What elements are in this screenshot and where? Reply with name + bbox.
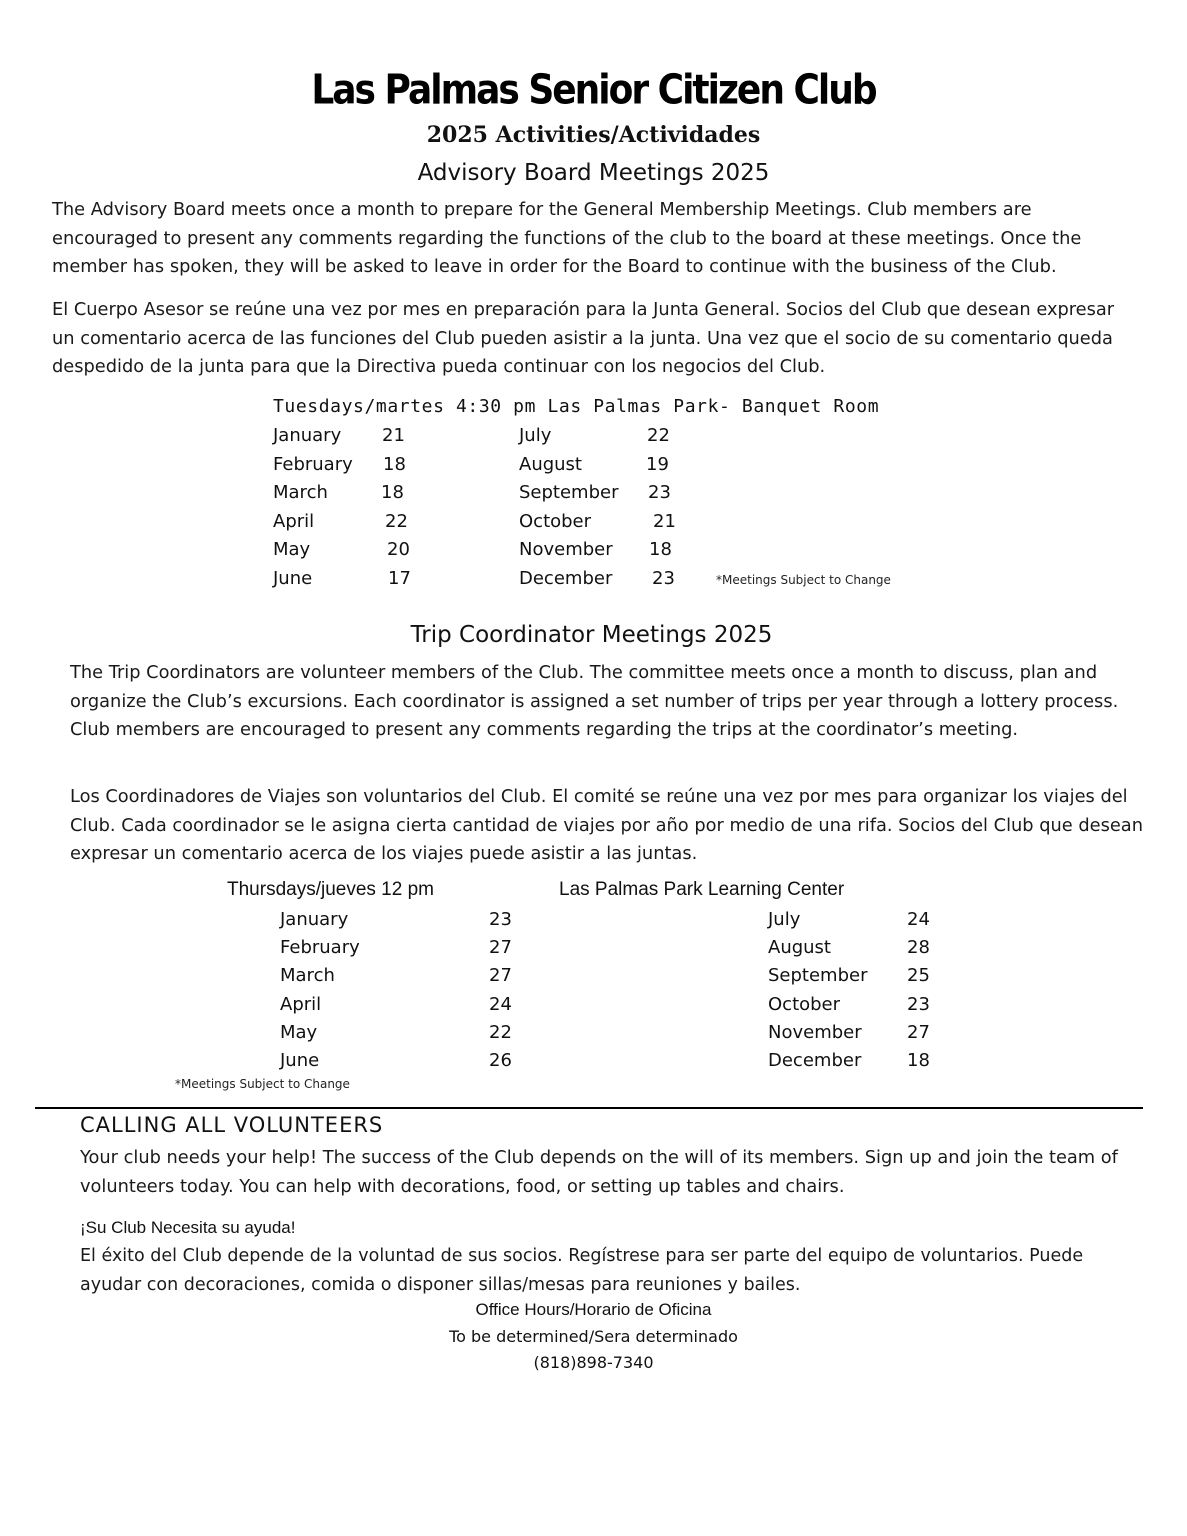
trip-day: 22: [489, 1022, 512, 1043]
trip-month: August: [768, 937, 831, 958]
trip-month: December: [768, 1050, 862, 1071]
advisory-day: 21: [653, 511, 676, 532]
trip-day: 25: [907, 965, 930, 986]
advisory-month: June: [273, 568, 313, 589]
advisory-month: November: [519, 539, 613, 560]
advisory-day: 17: [388, 568, 411, 589]
trip-title: Trip Coordinator Meetings 2025: [410, 622, 773, 648]
advisory-month: December: [519, 568, 613, 589]
advisory-month: September: [519, 482, 619, 503]
advisory-month: March: [273, 482, 328, 503]
advisory-day: 19: [646, 454, 669, 475]
trip-month: May: [280, 1022, 318, 1043]
office-phone: (818)898-7340: [533, 1353, 654, 1372]
advisory-day: 18: [383, 454, 406, 475]
trip-month: March: [280, 965, 335, 986]
trip-month: February: [280, 937, 360, 958]
trip-month: June: [280, 1050, 320, 1071]
advisory-month: April: [273, 511, 315, 532]
trip-month: November: [768, 1022, 862, 1043]
trip-month: September: [768, 965, 868, 986]
volunteers-paragraph-es: El éxito del Club depende de la voluntad de sus socios. Regístrese para ser parte del equipo de voluntarios. Puede ayudar con decoraciones, comida o disponer sillas/mesas para reuniones y bailes.: [80, 1246, 1084, 1295]
trip-day: 18: [907, 1050, 930, 1071]
advisory-day: 21: [382, 425, 405, 446]
trip-day: 27: [489, 965, 512, 986]
trip-day: 24: [489, 994, 512, 1015]
advisory-title: Advisory Board Meetings 2025: [417, 160, 770, 186]
section-divider: [35, 1107, 1143, 1109]
advisory-day: 18: [649, 539, 672, 560]
advisory-paragraph-es: El Cuerpo Asesor se reúne una vez por mes en preparación para la Junta General. Socios del Club que desean expresar un comentario acerca de las funciones del Club pueden asistir a la junta. Una vez que el socio de su comentario queda despedido de la junta para que la Directiva pueda continuar con los negocios del Club.: [52, 299, 1115, 377]
advisory-day: 22: [385, 511, 408, 532]
advisory-day: 22: [647, 425, 670, 446]
advisory-month: July: [519, 425, 552, 446]
advisory-day: 20: [387, 539, 410, 560]
advisory-day: 23: [648, 482, 671, 503]
advisory-schedule-header: Tuesdays/martes 4:30 pm Las Palmas Park- Banquet Room: [273, 396, 880, 417]
office-hours-title: Office Hours/Horario de Oficina: [475, 1300, 712, 1319]
trip-schedule-day: Thursdays/jueves 12 pm: [227, 879, 434, 900]
trip-month: October: [768, 994, 841, 1015]
volunteers-title: CALLING ALL VOLUNTEERS: [80, 1113, 384, 1137]
trip-day: 24: [907, 909, 930, 930]
advisory-month: January: [273, 425, 342, 446]
advisory-day: 23: [652, 568, 675, 589]
trip-day: 26: [489, 1050, 512, 1071]
club-title: Las Palmas Senior Citizen Club: [311, 66, 876, 115]
activities-subtitle: 2025 Activities/Actividades: [426, 122, 761, 148]
advisory-month: February: [273, 454, 353, 475]
volunteers-paragraph-en: Your club needs your help! The success of the Club depends on the will of its members. Sign up and join the team of volunteers today. You can help with decorations, food, or setting up tables and chairs.: [80, 1147, 1118, 1197]
advisory-day: 18: [381, 482, 404, 503]
trip-month: July: [768, 909, 801, 930]
advisory-month: May: [273, 539, 311, 560]
advisory-paragraph-en: The Advisory Board meets once a month to prepare for the General Membership Meetings. Club members are encouraged to present any comments regarding the functions of the club to the board at these meetings. Once the member has spoken, they will be asked to leave in order for the Board to continue with the business of the Club.: [52, 199, 1082, 277]
trip-change-note: *Meetings Subject to Change: [175, 1077, 350, 1091]
trip-schedule-place: Las Palmas Park Learning Center: [559, 879, 845, 900]
trip-day: 23: [907, 994, 930, 1015]
office-hours-value: To be determined/Sera determinado: [449, 1327, 738, 1346]
advisory-month: August: [519, 454, 582, 475]
trip-day: 27: [489, 937, 512, 958]
volunteers-heading-es: ¡Su Club Necesita su ayuda!: [80, 1218, 296, 1237]
trip-paragraph-en: The Trip Coordinators are volunteer members of the Club. The committee meets once a month to discuss, plan and organize the Club’s excursions. Each coordinator is assigned a set number of trips per year through a lottery process. Club members are encouraged to present any comments regarding the trips at the coordinator’s meeting.: [70, 662, 1119, 740]
trip-day: 23: [489, 909, 512, 930]
trip-month: April: [280, 994, 322, 1015]
trip-day: 27: [907, 1022, 930, 1043]
trip-paragraph-es: Los Coordinadores de Viajes son voluntarios del Club. El comité se reúne una vez por mes para organizar los viajes del Club. Cada coordinador se le asigna cierta cantidad de viajes por año por medio de una rifa. Socios del Club que desean expresar un comentario acerca de los viajes puede asistir a las juntas.: [70, 786, 1143, 864]
trip-day: 28: [907, 937, 930, 958]
advisory-change-note: *Meetings Subject to Change: [716, 573, 891, 587]
trip-month: January: [280, 909, 349, 930]
advisory-month: October: [519, 511, 592, 532]
